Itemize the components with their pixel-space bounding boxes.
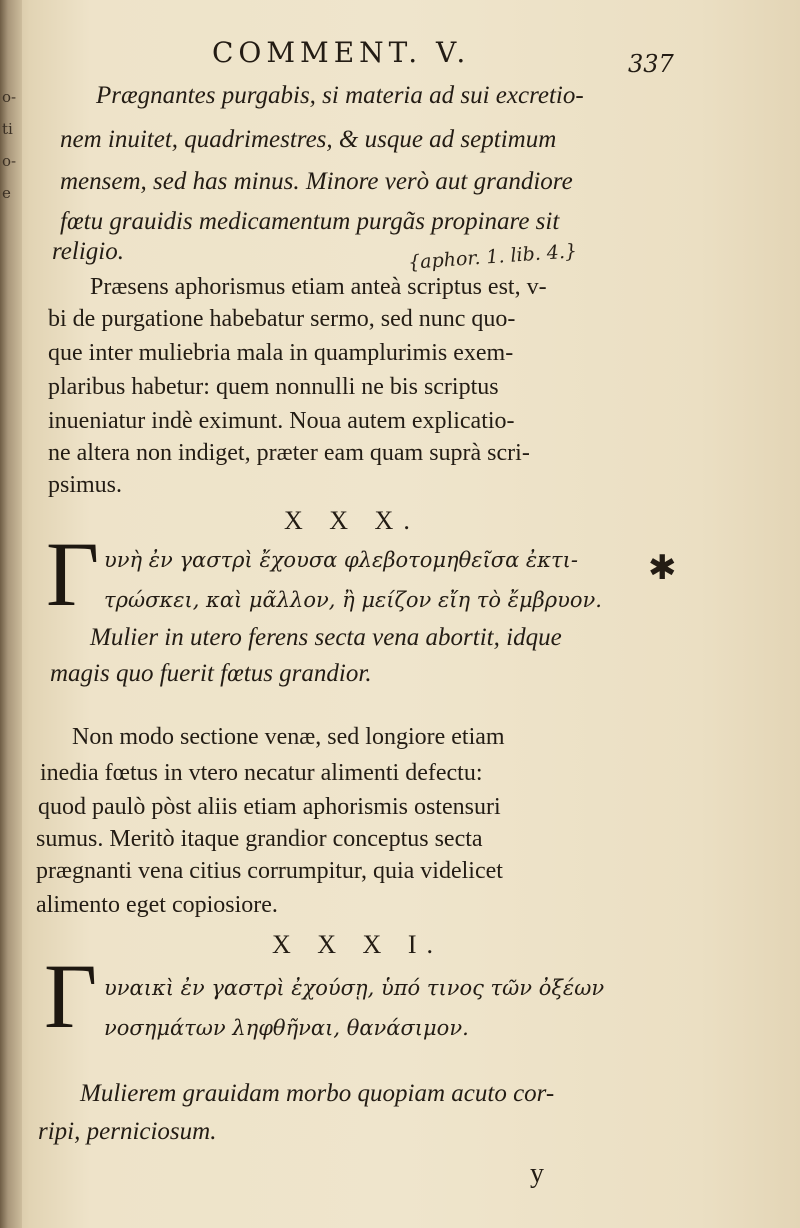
- drop-cap: Γ: [44, 945, 98, 1047]
- text-line: Præsens aphorismus etiam anteà scriptus est, v-: [90, 274, 547, 300]
- greek-line: νοσημάτων ληφθῆναι, θανάσιμον.: [104, 1016, 469, 1040]
- text-line: bi de purgatione habebatur sermo, sed nunc quo-: [48, 306, 516, 332]
- text-line: Mulierem grauidam morbo quopiam acuto cor-: [80, 1080, 555, 1107]
- text-line: nem inuitet, quadrimestres, & usque ad septimum: [60, 126, 557, 153]
- margin-letter: o-: [2, 152, 17, 170]
- text-line: que inter muliebria mala in quamplurimis exem-: [48, 340, 514, 366]
- margin-letter: ti: [2, 120, 13, 138]
- greek-line: υνὴ ἐν γαστρὶ ἔχουσα φλεβοτομηθεῖσα ἐκτι-: [104, 548, 578, 572]
- text-line: plaribus habetur: quem nonnulli ne bis scriptus: [48, 374, 499, 400]
- text-line: Mulier in utero ferens secta vena abortit, idque: [90, 624, 562, 651]
- handwritten-note: {aphor. 1. lib. 4.}: [407, 240, 578, 274]
- text-line: ne altera non indiget, præter eam quam suprà scri-: [48, 440, 530, 466]
- page-number: 337: [628, 50, 674, 78]
- text-line: Non modo sectione venæ, sed longiore etiam: [72, 724, 505, 750]
- margin-letter: o-: [2, 88, 17, 106]
- text-line: fœtu grauidis medicamentum purgãs propinare sit: [60, 208, 560, 235]
- margin-letter: e: [2, 184, 11, 202]
- aphorism-number: X X X.: [284, 506, 420, 535]
- text-line: psimus.: [48, 472, 123, 498]
- running-title: COMMENT. V.: [212, 36, 471, 69]
- text-line: sumus. Meritò itaque grandior conceptus secta: [36, 826, 483, 852]
- text-line: magis quo fuerit fœtus grandior.: [50, 660, 372, 687]
- drop-cap: Γ: [46, 523, 100, 625]
- binding-gutter: [0, 0, 22, 1228]
- text-line: inedia fœtus in vtero necatur alimenti defectu:: [40, 760, 483, 786]
- text-line: inueniatur indè eximunt. Noua autem explicatio-: [48, 408, 515, 434]
- marginal-asterisk: ✱: [648, 548, 677, 588]
- text-line: religio.: [52, 238, 124, 265]
- text-line: prægnanti vena citius corrumpitur, quia videlicet: [36, 858, 503, 884]
- aphorism-number: X X X I.: [272, 930, 443, 959]
- text-line: Prægnantes purgabis, si materia ad sui excretio-: [96, 82, 584, 109]
- text-line: ripi, perniciosum.: [38, 1118, 217, 1145]
- greek-line: υναικὶ ἐν γαστρὶ ἐχούσῃ, ὑπό τινος τῶν ὀξέων: [104, 976, 605, 1000]
- text-line: alimento eget copiosiore.: [36, 892, 278, 918]
- greek-line: τρώσκει, καὶ μᾶλλον, ἢ μείζον εἴη τὸ ἔμβρυον.: [104, 588, 602, 612]
- text-line: mensem, sed has minus. Minore verò aut grandiore: [60, 168, 573, 195]
- signature-mark: y: [530, 1158, 544, 1189]
- text-line: quod paulò pòst aliis etiam aphorismis ostensuri: [38, 794, 501, 820]
